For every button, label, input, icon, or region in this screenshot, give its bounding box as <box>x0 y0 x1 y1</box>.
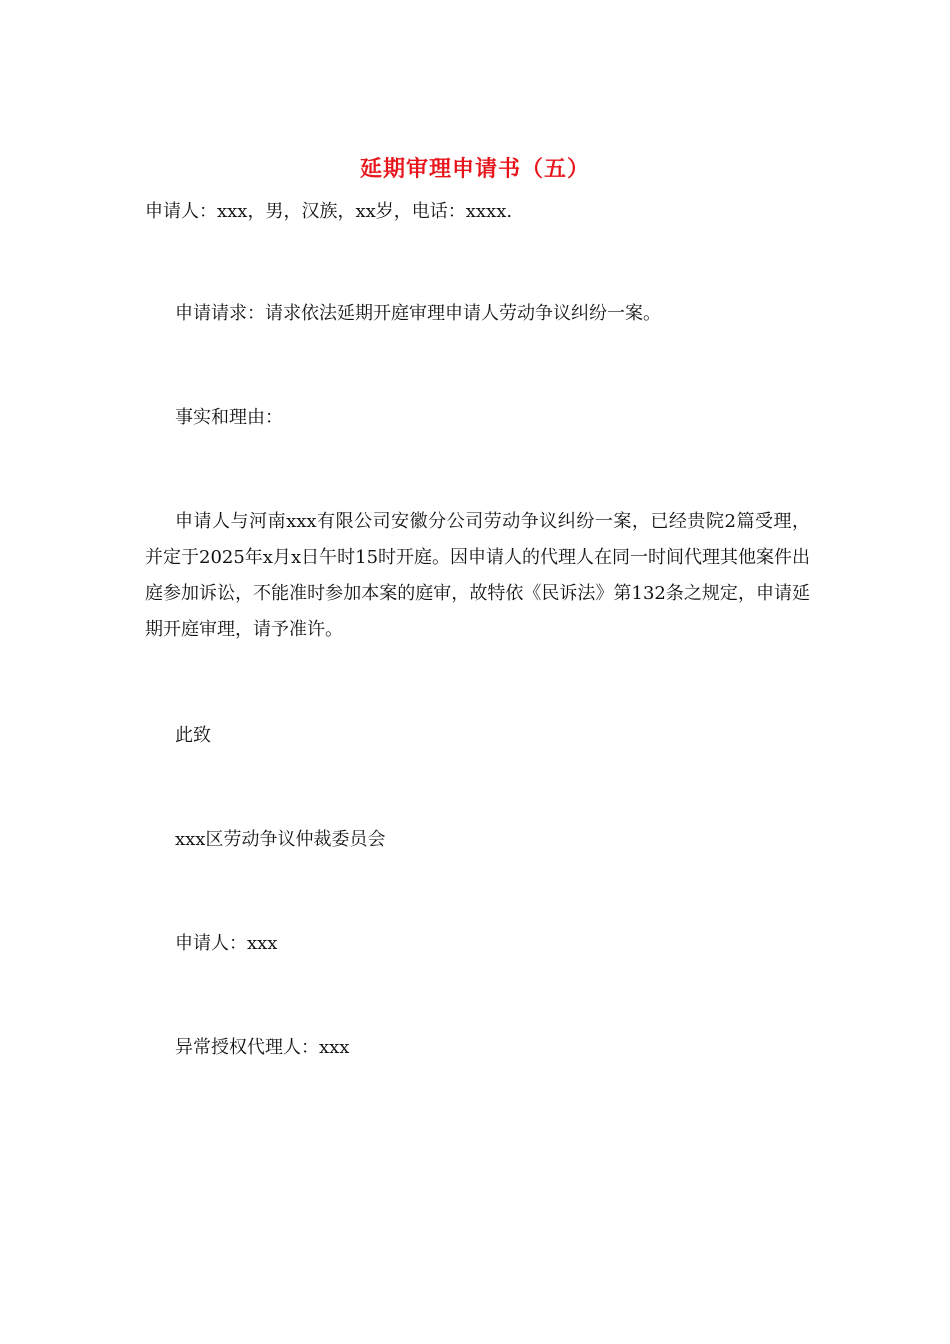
recipient: xxx区劳动争议仲裁委员会 <box>175 829 386 850</box>
facts-body: 申请人与河南xxx有限公司安徽分公司劳动争议纠纷一案，已经贵院2篇受理，并定于2025年x月x日午时15时开庭。因申请人的代理人在同一时间代理其他案件出庭参加诉讼，不能准时参加本案的庭审，故特依《民诉法》第132条之规定，申请延期开庭审理，请予准许。 <box>145 511 811 640</box>
request-text: 申请请求：请求依法延期开庭审理申请人劳动争议纠纷一案。 <box>175 303 661 324</box>
applicant-info: 申请人：xxx，男，汉族，xx岁，电话：xxxx. <box>145 201 513 222</box>
salutation: 此致 <box>175 725 211 746</box>
facts-heading: 事实和理由： <box>175 407 283 428</box>
signature-applicant: 申请人：xxx <box>175 933 278 954</box>
document-title: 延期审理申请书（五） <box>359 156 590 182</box>
signature-agent: 异常授权代理人：xxx <box>175 1037 350 1058</box>
